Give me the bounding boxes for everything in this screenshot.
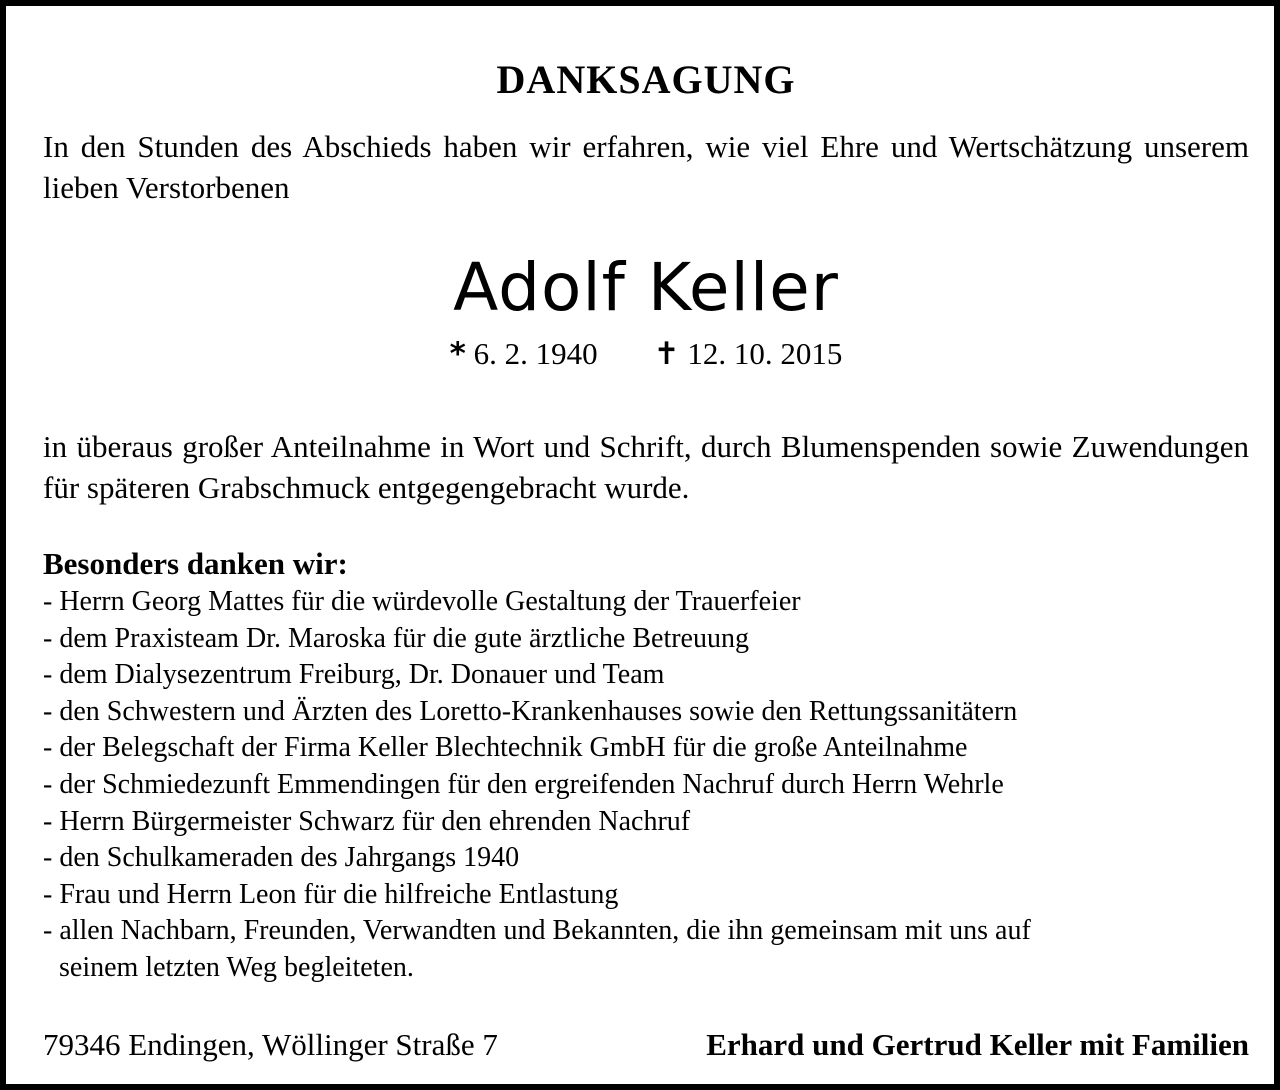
list-item: - den Schwestern und Ärzten des Loretto-Krankenhauses sowie den Rettungssanitätern [43, 695, 1018, 727]
intro-text: In den Stunden des Abschieds haben wir erfahren, wie viel Ehre und Wertschätzung unserem lieben Verstorbenen [43, 129, 1249, 205]
list-item: - Herrn Bürgermeister Schwarz für den ehrenden Nachruf [43, 805, 691, 837]
death-date: 12. 10. 2015 [687, 336, 843, 371]
cross-icon: ✝ [653, 336, 680, 372]
deceased-name: Adolf Keller [453, 249, 839, 326]
list-item: - Frau und Herrn Leon für die hilfreiche Entlastung [43, 878, 619, 910]
thanks-heading: Besonders danken wir: [43, 546, 348, 581]
list-item: - den Schulkameraden des Jahrgangs 1940 [43, 842, 520, 874]
list-item: seinem letzten Weg begleiteten. [59, 951, 414, 983]
condolence-text: in überaus großer Anteilnahme in Wort und Schrift, durch Blumenspenden sowie Zuwendungen für späteren Grabschmuck entgegengebracht wurde. [43, 429, 1249, 505]
list-item: - der Schmiedezunft Emmendingen für den ergreifenden Nachruf durch Herrn Wehrle [43, 768, 1004, 800]
birth-date: 6. 2. 1940 [473, 336, 598, 371]
notice-footer [43, 1025, 1249, 1065]
signatories: Erhard und Gertrud Keller mit Familien [706, 1027, 1249, 1062]
life-dates [6, 334, 1280, 374]
list-item: - allen Nachbarn, Freunden, Verwandten und Bekannten, die ihn gemeinsam mit uns auf [43, 915, 1031, 947]
notice-title: DANKSAGUNG [496, 57, 796, 102]
list-item: - dem Praxisteam Dr. Maroska für die gute ärztliche Betreuung [43, 622, 749, 654]
list-item: - der Belegschaft der Firma Keller Blechtechnik GmbH für die große Anteilnahme [43, 732, 968, 764]
list-item: - dem Dialysezentrum Freiburg, Dr. Donauer und Team [43, 659, 665, 691]
thanks-list [43, 584, 1249, 987]
address: 79346 Endingen, Wöllinger Straße 7 [43, 1027, 498, 1062]
birth-star-icon: * [449, 336, 466, 372]
list-item: - Herrn Georg Mattes für die würdevolle Gestaltung der Trauerfeier [43, 586, 801, 617]
